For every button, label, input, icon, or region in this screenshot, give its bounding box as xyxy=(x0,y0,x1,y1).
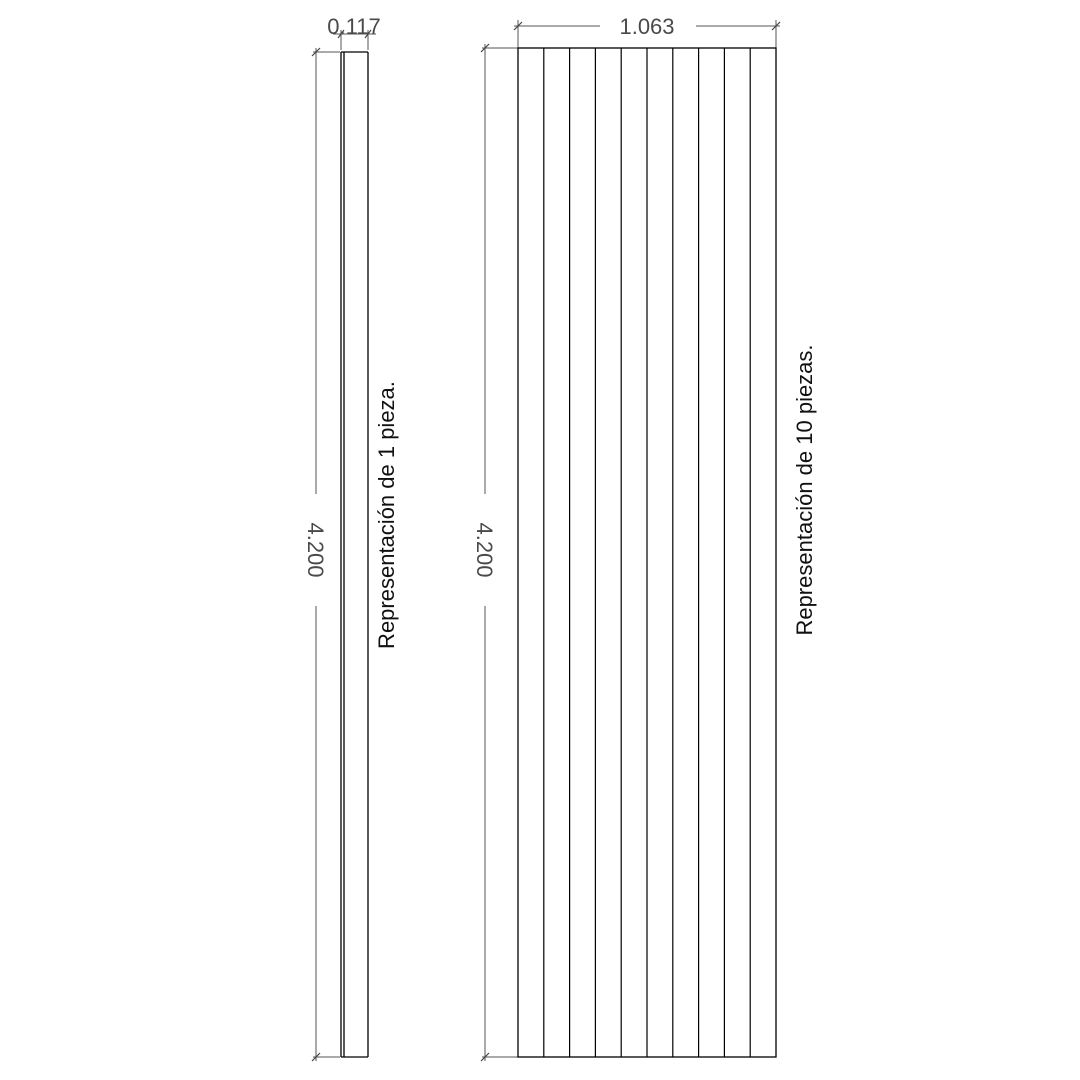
ten-pieces-panel xyxy=(518,48,776,1057)
single-piece-height-dimension xyxy=(303,48,340,1061)
single-piece-caption: Representación de 1 pieza. xyxy=(374,381,399,649)
ten-pieces-height-dimension xyxy=(472,44,518,1061)
ten-pieces-group xyxy=(472,14,817,1061)
single-piece-height-label: 4.200 xyxy=(303,522,328,578)
single-piece-width-dimension xyxy=(327,14,380,50)
ten-pieces-height-label: 4.200 xyxy=(472,522,497,578)
ten-pieces-caption: Representación de 10 piezas. xyxy=(792,344,817,636)
single-piece-outline xyxy=(341,52,368,1057)
ten-pieces-width-label: 1.063 xyxy=(619,14,675,39)
ten-pieces-width-dimension xyxy=(514,14,780,48)
slat-dividers xyxy=(544,48,750,1057)
single-piece-group xyxy=(303,14,399,1061)
single-piece-width-label: 0.117 xyxy=(327,14,381,39)
